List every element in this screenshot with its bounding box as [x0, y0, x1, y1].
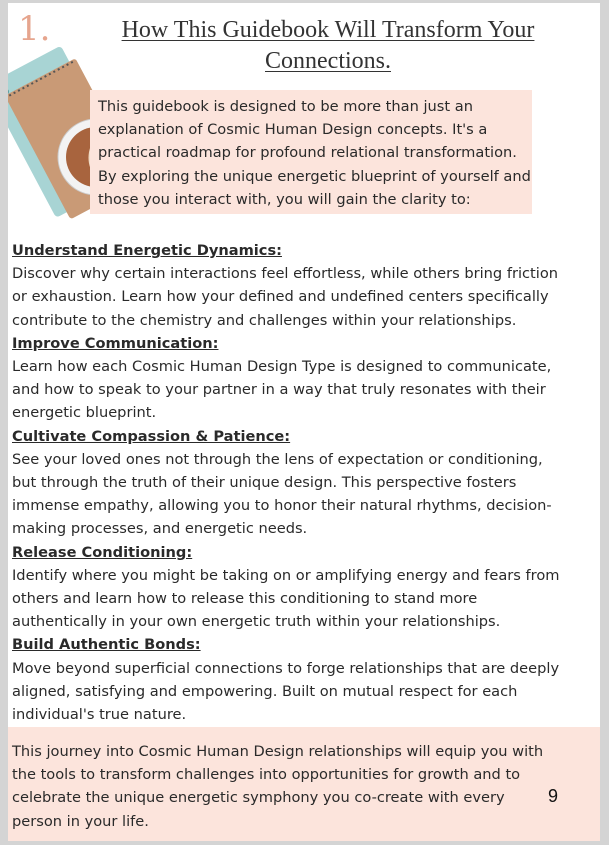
section-line: immense empathy, allowing you to honor their natural rhythms, decision- — [12, 497, 552, 515]
section-heading: Build Authentic Bonds: — [12, 636, 201, 654]
section-heading: Cultivate Compassion & Patience: — [12, 427, 291, 445]
outro-box — [8, 727, 600, 841]
intro-line: explanation of Cosmic Human Design concepts. It's a — [98, 121, 488, 139]
section-line: Learn how each Cosmic Human Design Type is designed to communicate, — [12, 358, 552, 376]
section-line: contribute to the chemistry and challenges within your relationships. — [12, 311, 517, 329]
intro-line: This guidebook is designed to be more than just an — [98, 98, 473, 115]
title-line: How This Guidebook Will Transform Your — [121, 17, 535, 43]
section-line: but through the truth of their unique design. This perspective fosters — [12, 474, 517, 492]
intro-line: practical roadmap for profound relational transformation. — [98, 144, 517, 162]
intro-line: By exploring the unique energetic blueprint of yourself and — [98, 167, 531, 185]
section-line: authentically in your own energetic truth within your relationships. — [12, 613, 501, 631]
section-heading: Release Conditioning: — [12, 543, 193, 561]
section-line: Identify where you might be taking on or amplifying energy and fears from — [12, 566, 560, 584]
intro-line: those you interact with, you will gain the clarity to: — [98, 190, 471, 208]
outro-line: person in your life. — [12, 812, 149, 830]
section-line: Discover why certain interactions feel effortless, while others bring friction — [12, 265, 559, 283]
section-heading: Understand Energetic Dynamics: — [12, 242, 282, 259]
page-title — [68, 15, 588, 77]
section-line: Move beyond superficial connections to forge relationships that are deeply — [12, 659, 560, 677]
chapter-number: 1. — [18, 9, 51, 49]
section-line: individual's true nature. — [12, 706, 187, 724]
page-number: 9 — [548, 786, 559, 806]
title-line: Connections. — [265, 48, 391, 74]
section-line: and how to speak to your partner in a way that truly resonates with their — [12, 381, 546, 399]
document-page — [8, 3, 600, 841]
outro-line: celebrate the unique energetic symphony you co-create with every — [12, 789, 505, 807]
section-line: or exhaustion. Learn how your defined and undefined centers specifically — [12, 288, 549, 306]
section-line: aligned, satisfying and empowering. Built on mutual respect for each — [12, 682, 518, 700]
section-line: making processes, and energetic needs. — [12, 520, 308, 538]
section-line: energetic blueprint. — [12, 404, 157, 422]
outro-line: This journey into Cosmic Human Design relationships will equip you with — [12, 743, 544, 760]
intro-box — [90, 90, 532, 214]
outro-line: the tools to transform challenges into opportunities for growth and to — [12, 766, 521, 784]
section-line: See your loved ones not through the lens of expectation or conditioning, — [12, 450, 543, 468]
section-line: others and learn how to release this conditioning to stand more — [12, 590, 478, 608]
section-heading: Improve Communication: — [12, 334, 219, 352]
benefits-list — [12, 239, 559, 726]
